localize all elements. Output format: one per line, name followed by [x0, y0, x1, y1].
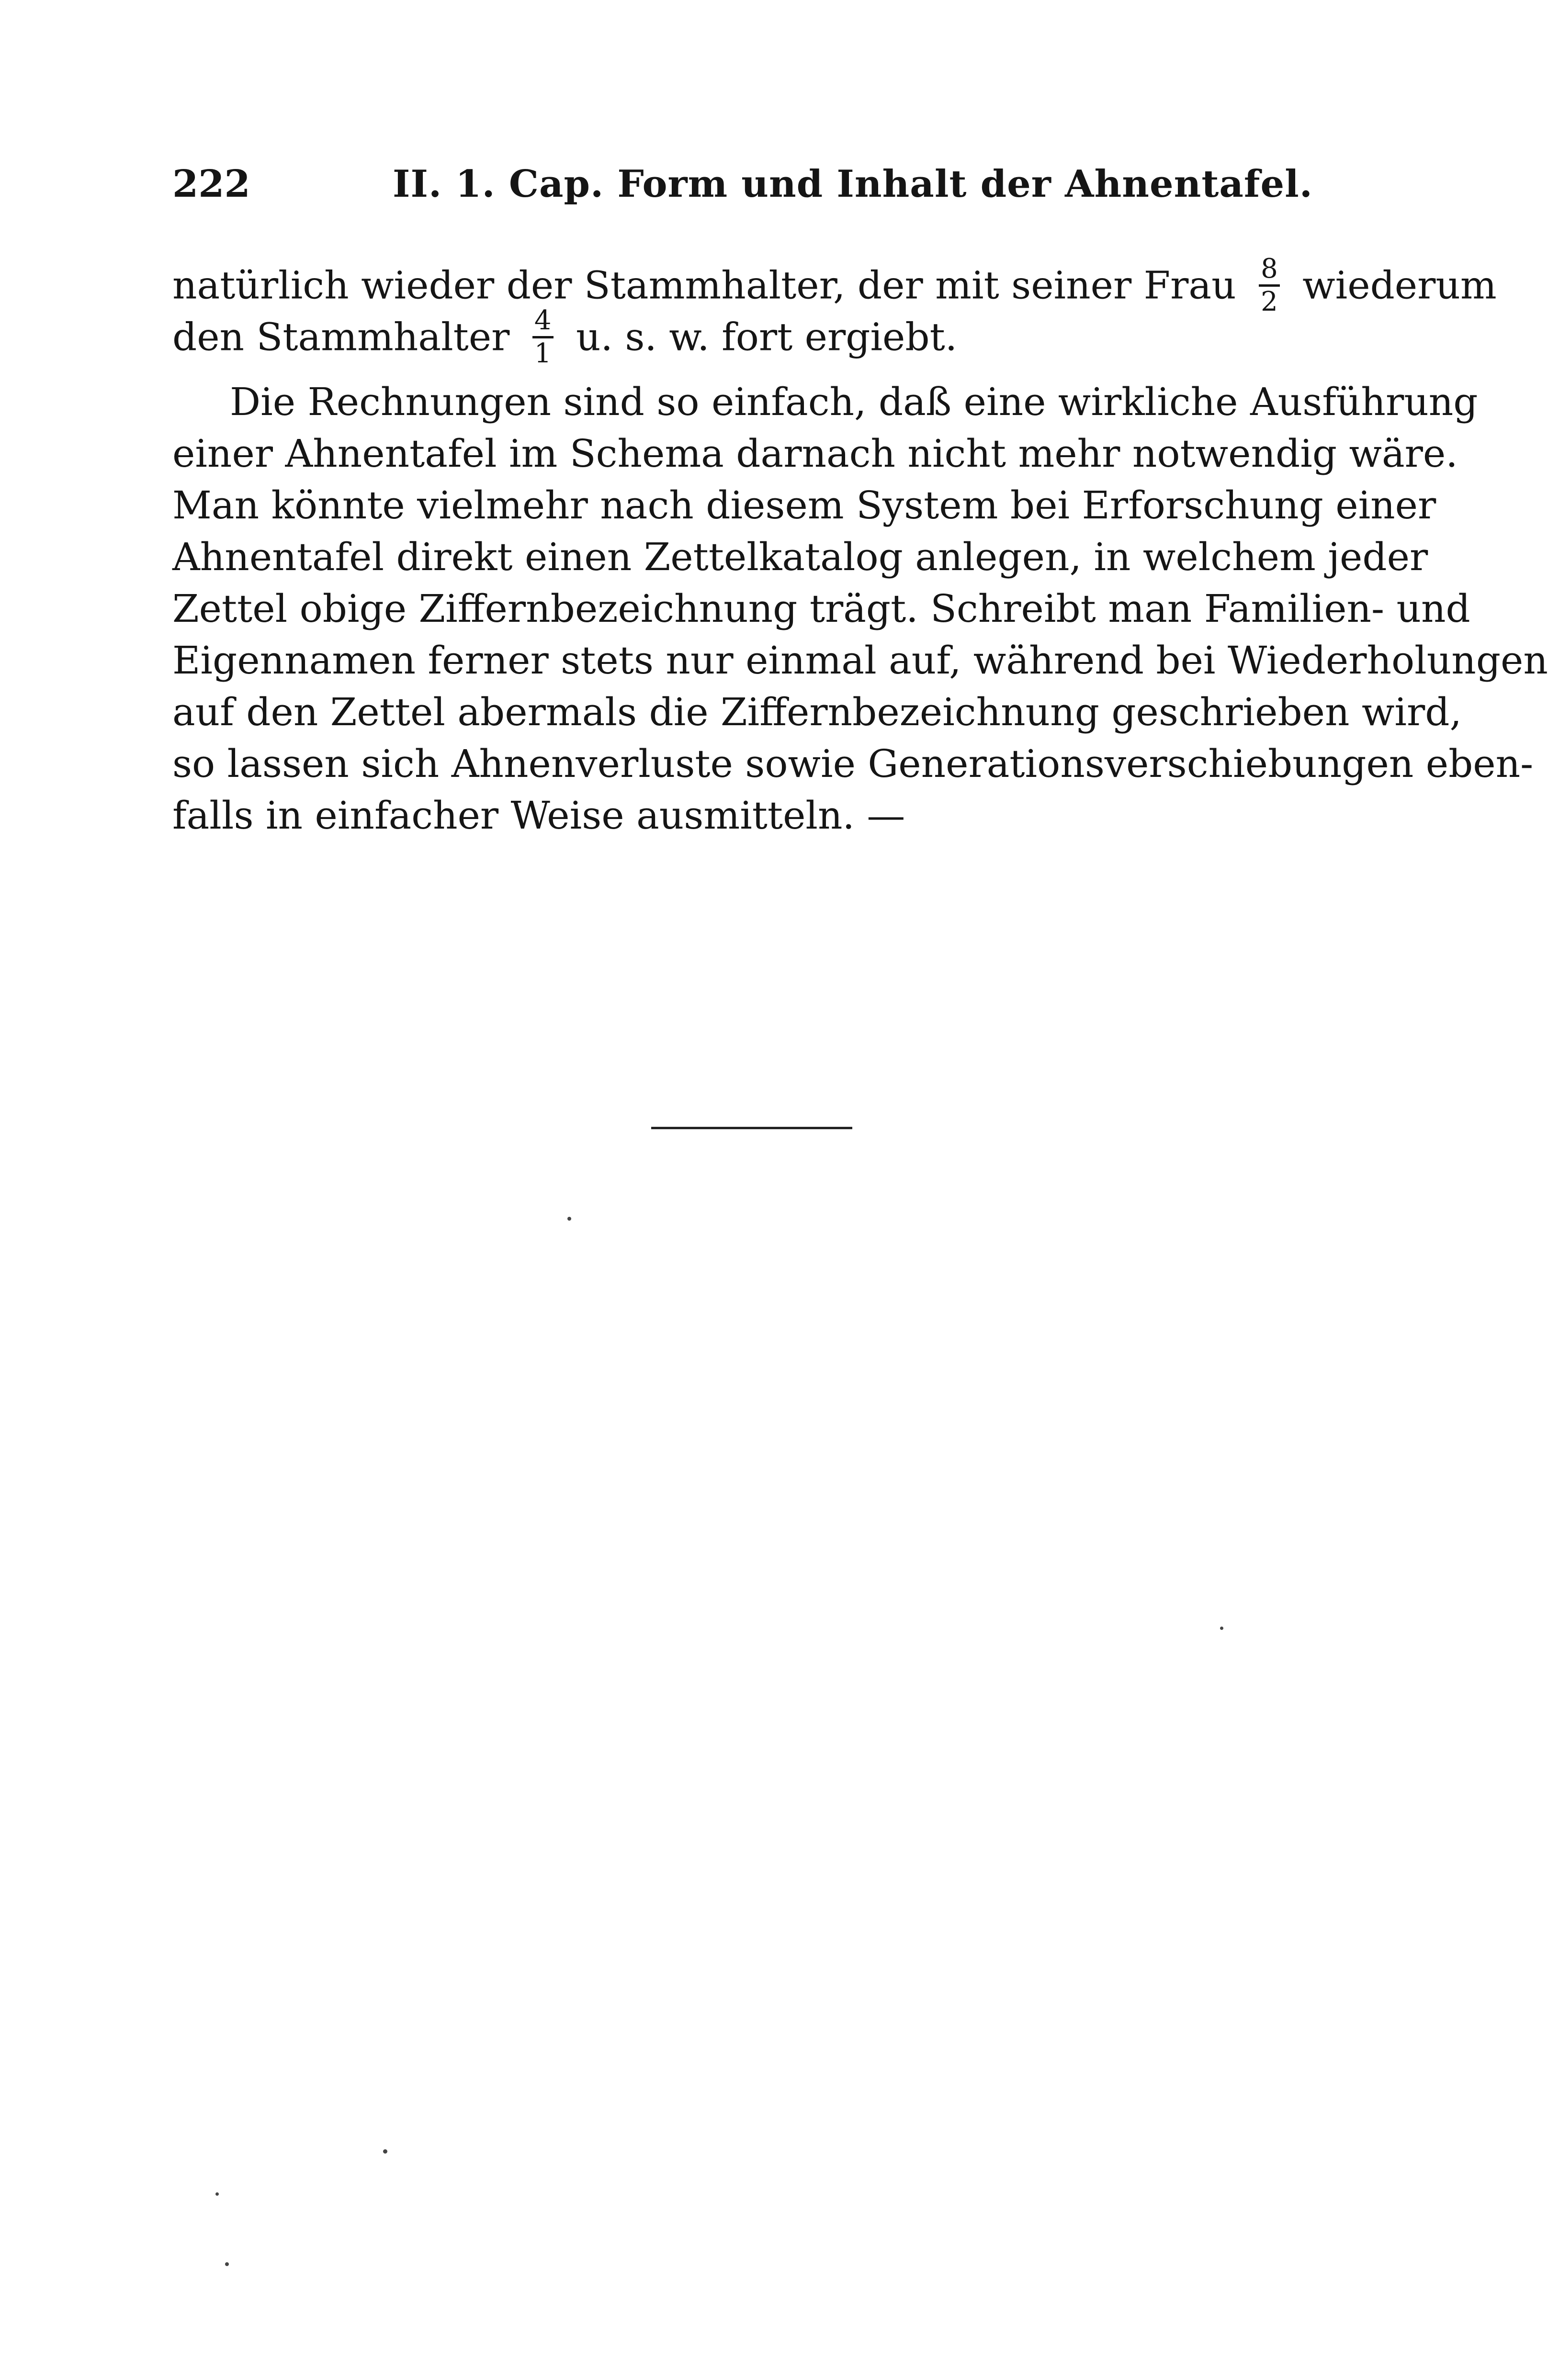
line-left [172, 305, 1331, 370]
paragraph-line-text: Zettel obige Ziffernbezeichnung trägt. Schreibt man Familien- und [172, 586, 1470, 631]
paragraph-line-last [172, 790, 1331, 842]
fraction-denominator: 2 [1261, 286, 1278, 317]
paragraph-line [172, 531, 1428, 583]
fraction-numerator: 8 [1259, 256, 1280, 287]
paragraph-line-text: einer Ahnentafel im Schema darnach nicht mehr notwendig wäre. [172, 431, 1458, 476]
paragraph-line [172, 428, 1458, 480]
page-header [172, 158, 1331, 211]
print-speck [567, 1217, 571, 1221]
paragraph-line-text: so lassen sich Ahnenverluste sowie Generationsverschiebungen eben- [172, 741, 1534, 786]
print-speck [383, 2149, 387, 2154]
paragraph-line [172, 583, 1470, 635]
text-segment: den Stammhalter [172, 314, 510, 359]
fraction [1259, 253, 1280, 317]
fraction-numerator: 4 [532, 307, 554, 338]
paragraph-first-line: Die Rechnungen sind so einfach, daß eine wirkliche Ausführung [230, 380, 1478, 424]
paragraph-line-text: Ahnentafel direkt einen Zettelkatalog anlegen, in welchem jeder [172, 535, 1428, 579]
paragraph-line-text: auf den Zettel abermals die Ziffernbezeichnung geschrieben wird, [172, 690, 1462, 734]
fraction-denominator: 1 [534, 338, 552, 369]
running-title: II. 1. Cap. Form und Inhalt der Ahnentafel. [393, 162, 1313, 206]
paragraph-line-text: Eigennamen ferner stets nur einmal auf, während bei Wiederholungen [172, 638, 1548, 683]
paragraph-line [172, 480, 1436, 531]
paragraph-line [172, 635, 1548, 686]
body-text [172, 253, 1548, 842]
text-segment: natürlich wieder der Stammhalter, der mit seiner Frau [172, 263, 1236, 308]
paragraph-line-text: Man könnte vielmehr nach diesem System bei Erforschung einer [172, 483, 1436, 528]
page-number: 222 [172, 162, 250, 206]
text-segment: wiederum [1302, 263, 1497, 308]
fraction [532, 307, 554, 367]
text-line-with-fraction [172, 253, 1497, 317]
paragraph-line [172, 376, 1478, 428]
print-speck [225, 2262, 229, 2266]
paragraph-line [172, 686, 1462, 738]
section-divider-rule [651, 1127, 852, 1129]
print-speck [1220, 1627, 1223, 1630]
paragraph-line-text: falls in einfacher Weise ausmitteln. — [172, 793, 905, 838]
text-segment: u. s. w. fort ergiebt. [576, 314, 958, 359]
line-justify [172, 253, 1497, 318]
paragraph-line [172, 738, 1534, 790]
text-line-with-fraction [172, 305, 1331, 369]
print-speck [215, 2192, 219, 2196]
